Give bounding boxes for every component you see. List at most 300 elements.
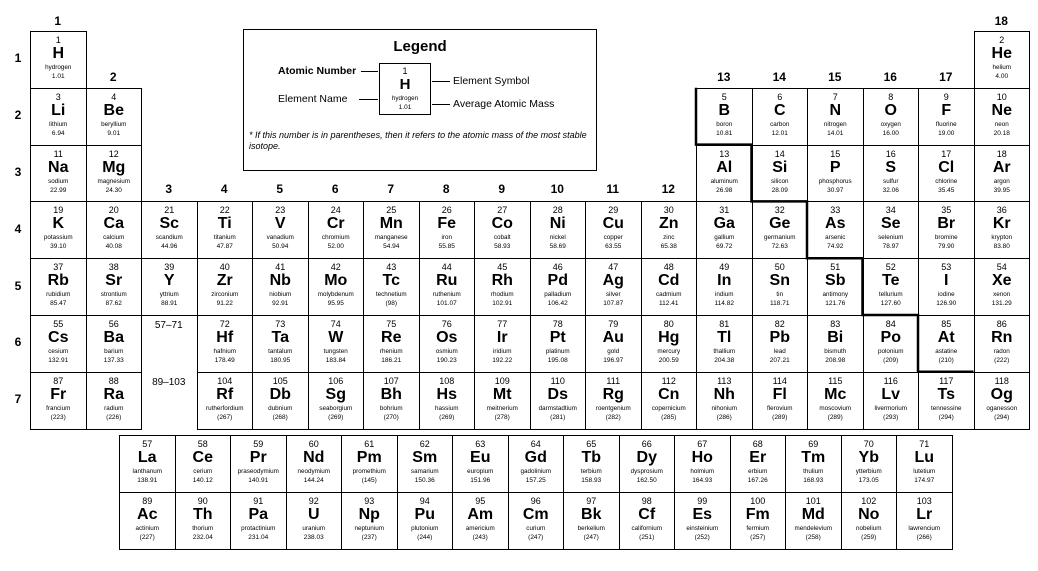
element-symbol: Ca [103, 215, 124, 233]
element-mass: 9.01 [107, 129, 121, 137]
element-number: 93 [364, 495, 375, 506]
element-cell-np [341, 492, 398, 550]
element-name: ytterbium [855, 468, 882, 475]
element-name: tin [776, 291, 784, 299]
element-number: 103 [916, 495, 932, 506]
element-mass: 173.05 [858, 477, 879, 484]
element-symbol: Nb [269, 272, 291, 290]
element-name: rubidium [46, 291, 71, 299]
element-mass: 137.33 [103, 357, 124, 364]
element-cell-pd [530, 258, 587, 316]
element-cell-mo [308, 258, 365, 316]
element-name: titanium [213, 234, 236, 242]
element-name: lead [773, 348, 786, 355]
element-cell-ne [974, 88, 1031, 146]
element-cell-k [30, 201, 87, 259]
legend-example-cell [379, 63, 431, 115]
element-symbol: Ne [991, 101, 1012, 119]
element-symbol: C [773, 101, 786, 119]
element-cell-mg [86, 145, 143, 203]
element-number: 30 [663, 205, 674, 216]
element-mass: (243) [472, 533, 488, 541]
element-mass: (258) [805, 533, 821, 541]
element-symbol: Np [358, 505, 380, 523]
element-number: 68 [752, 439, 763, 449]
element-symbol: Bi [827, 329, 844, 346]
element-number: 96 [530, 495, 541, 506]
element-cell-u [286, 492, 343, 550]
element-cell-ts [918, 372, 975, 430]
element-cell-th [175, 492, 232, 550]
element-symbol: No [858, 505, 880, 523]
element-mass: (289) [827, 413, 843, 421]
element-mass: 92.91 [272, 300, 289, 308]
element-name: tantalum [268, 348, 293, 355]
legend-element-symbol-label: Element Symbol [453, 75, 530, 87]
element-number: 111 [606, 375, 621, 386]
element-name: tellurium [878, 291, 903, 299]
element-cell-al [696, 145, 753, 203]
element-name: bohrium [379, 404, 403, 412]
element-cell-o [863, 88, 920, 146]
element-mass: 106.42 [547, 300, 568, 308]
element-cell-tc [363, 258, 420, 316]
element-name: arsenic [825, 234, 846, 242]
element-symbol: Ir [496, 329, 508, 346]
element-cell-hg [641, 315, 698, 373]
element-number: 75 [386, 319, 397, 329]
element-cell-ho [674, 435, 731, 493]
element-number: 55 [53, 319, 64, 329]
element-symbol: Sb [825, 272, 846, 290]
element-symbol: Es [692, 505, 713, 523]
element-mass: (259) [861, 533, 877, 541]
element-name: neodymium [297, 468, 331, 475]
element-name: holmium [690, 468, 715, 475]
element-cell-cr [308, 201, 365, 259]
element-mass: 83.80 [993, 243, 1010, 251]
element-mass: 167.26 [747, 477, 768, 484]
element-symbol: Nh [713, 385, 735, 403]
element-cell-au [585, 315, 642, 373]
element-mass: 26.98 [716, 186, 733, 194]
element-name: niobium [269, 291, 292, 299]
element-name: tennessine [931, 404, 962, 412]
element-symbol: Lr [916, 505, 933, 523]
element-mass: 232.04 [192, 533, 213, 541]
element-cell-la [119, 435, 176, 493]
element-cell-ac [119, 492, 176, 550]
element-name: technetium [375, 291, 407, 299]
element-mass: (226) [106, 413, 122, 421]
element-number: 7 [832, 91, 838, 102]
element-name: osmium [435, 348, 458, 355]
element-cell-dy [619, 435, 676, 493]
element-symbol: Pu [414, 505, 435, 523]
group-label-1: 1 [54, 14, 62, 28]
element-mass: (269) [328, 413, 344, 421]
element-name: carbon [770, 120, 790, 128]
element-number: 106 [328, 375, 344, 386]
element-cell-in [696, 258, 753, 316]
group-label-13: 13 [717, 70, 731, 84]
group-label-5: 5 [276, 182, 284, 196]
element-cell-i [918, 258, 975, 316]
element-cell-lr [896, 492, 953, 550]
element-number: 40 [219, 262, 230, 273]
element-number: 20 [108, 205, 119, 216]
element-symbol: Ba [103, 329, 124, 346]
element-cell-cm [508, 492, 565, 550]
element-name: chlorine [935, 177, 958, 185]
element-cell-ra [86, 372, 143, 430]
element-name: selenium [878, 234, 904, 242]
element-mass: (281) [550, 413, 566, 421]
element-number: 46 [552, 262, 563, 273]
element-cell-ta [252, 315, 309, 373]
element-symbol: Lu [914, 449, 935, 466]
element-mass: 58.69 [549, 243, 566, 251]
element-name: rhenium [379, 348, 403, 355]
element-name: copernicium [651, 404, 686, 412]
element-number: 83 [830, 319, 841, 329]
element-mass: 101.07 [436, 300, 457, 308]
element-number: 48 [663, 262, 674, 273]
element-mass: 196.97 [603, 357, 624, 364]
element-number: 90 [197, 495, 208, 506]
element-mass: (251) [639, 533, 655, 541]
element-name: yttrium [159, 291, 179, 299]
group-label-6: 6 [331, 182, 339, 196]
element-cell-lu [896, 435, 953, 493]
element-symbol: Ge [769, 215, 791, 233]
element-mass: (268) [272, 413, 288, 421]
element-mass: 180.95 [270, 357, 291, 364]
element-name: flerovium [766, 404, 793, 412]
element-name: hydrogen [45, 64, 72, 71]
element-cell-no [841, 492, 898, 550]
element-number: 101 [805, 495, 821, 506]
element-number: 117 [939, 375, 954, 386]
element-name: lawrencium [908, 524, 941, 532]
element-symbol: Pd [547, 272, 568, 290]
element-name: krypton [991, 234, 1013, 242]
element-symbol: Bk [581, 505, 602, 523]
element-mass: (267) [217, 413, 233, 421]
element-name: darmstadtium [538, 404, 577, 412]
legend-note: * If this number is in parentheses, then it refers to the atomic mass of the most stable isotope. [249, 130, 587, 151]
element-mass: 50.94 [272, 243, 289, 251]
element-name: nihonium [711, 404, 738, 412]
element-name: terbium [580, 468, 602, 475]
element-symbol: H [52, 45, 65, 62]
element-cell-fr [30, 372, 87, 430]
group-label-7: 7 [387, 182, 395, 196]
legend-example-mass: 1.01 [398, 104, 412, 111]
element-name: polonium [877, 348, 904, 355]
element-number: 47 [608, 262, 619, 273]
element-name: seaborgium [319, 404, 353, 412]
element-mass: (247) [528, 533, 544, 541]
legend-average-mass-label: Average Atomic Mass [453, 98, 555, 110]
element-number: 36 [996, 205, 1007, 216]
element-number: 56 [108, 319, 119, 329]
element-number: 33 [830, 205, 841, 216]
element-mass: 118.71 [770, 300, 790, 308]
element-mass: 107.87 [603, 300, 624, 308]
element-cell-mn [363, 201, 420, 259]
element-number: 51 [830, 262, 841, 273]
element-number: 45 [497, 262, 508, 273]
element-name: livermorium [874, 404, 908, 412]
element-mass: 32.06 [882, 186, 899, 194]
element-number: 19 [53, 205, 64, 216]
element-name: dubnium [268, 404, 293, 412]
element-name: americium [465, 524, 495, 532]
element-mass: 22.99 [50, 186, 67, 194]
element-cell-ir [474, 315, 531, 373]
element-name: cesium [48, 348, 69, 355]
element-mass: (247) [583, 533, 599, 541]
element-symbol: Cd [658, 272, 680, 290]
element-number: 41 [275, 262, 286, 273]
element-cell-ag [585, 258, 642, 316]
element-mass: 47.87 [216, 243, 233, 251]
element-number: 4 [111, 91, 117, 102]
element-cell-er [730, 435, 787, 493]
element-symbol: Na [48, 158, 69, 176]
element-symbol: Fm [745, 505, 770, 523]
element-symbol: Sn [769, 272, 790, 290]
element-cell-og [974, 372, 1031, 430]
legend-title: Legend [393, 38, 447, 55]
element-name: praseodymium [237, 468, 279, 475]
element-name: silicon [771, 177, 789, 185]
element-number: 53 [941, 262, 952, 273]
element-symbol: F [941, 101, 952, 119]
element-number: 73 [275, 319, 286, 329]
period-label-4: 4 [14, 221, 22, 236]
element-symbol: Mc [824, 385, 847, 403]
element-cell-ca [86, 201, 143, 259]
element-number: 5 [721, 91, 727, 102]
element-mass: 14.01 [827, 129, 844, 137]
element-symbol: Gd [524, 449, 547, 466]
element-name: thallium [713, 348, 736, 355]
element-cell-bi [807, 315, 864, 373]
element-symbol: Mg [102, 158, 126, 176]
element-mass: 16.00 [882, 129, 899, 137]
element-cell-ba [86, 315, 143, 373]
element-mass: (223) [50, 413, 66, 421]
element-name: molybdenum [317, 291, 354, 299]
element-symbol: Mt [492, 385, 512, 403]
element-number: 59 [253, 439, 264, 449]
legend-atomic-number-label: Atomic Number [278, 65, 357, 77]
group-label-10: 10 [550, 182, 564, 196]
element-name: iodine [937, 291, 955, 299]
element-symbol: Tb [581, 449, 602, 466]
element-mass: 91.22 [216, 300, 233, 308]
element-number: 29 [608, 205, 619, 216]
element-name: hafnium [213, 348, 236, 355]
element-cell-c [752, 88, 809, 146]
element-cell-nd [286, 435, 343, 493]
element-number: 116 [883, 375, 898, 386]
element-cell-tb [563, 435, 620, 493]
element-number: 95 [475, 495, 486, 506]
element-name: bismuth [824, 348, 847, 355]
element-number: 6 [777, 91, 783, 102]
element-name: silver [605, 291, 621, 299]
element-number: 57 [142, 439, 153, 449]
element-number: 32 [774, 205, 785, 216]
element-cell-es [674, 492, 731, 550]
element-mass: 144.24 [303, 477, 324, 484]
element-name: nobelium [855, 524, 882, 532]
element-symbol: Fr [50, 385, 67, 403]
element-name: manganese [374, 234, 408, 242]
element-symbol: Rf [216, 385, 234, 403]
element-symbol: Sr [105, 272, 123, 290]
element-symbol: Og [990, 385, 1013, 403]
element-name: dysprosium [630, 468, 663, 475]
element-symbol: Rh [491, 272, 513, 290]
element-name: mendelevium [794, 524, 832, 532]
element-cell-mc [807, 372, 864, 430]
element-number: 15 [830, 148, 841, 159]
element-symbol: Cf [638, 505, 656, 523]
element-symbol: Ga [713, 215, 735, 233]
element-number: 10 [996, 91, 1007, 102]
group-label-14: 14 [772, 70, 786, 84]
element-name: boron [716, 120, 733, 128]
element-symbol: Cm [522, 505, 549, 523]
element-symbol: Sg [325, 385, 346, 403]
element-symbol: Ni [549, 215, 566, 233]
element-cell-at [918, 315, 975, 373]
element-mass: 231.04 [248, 533, 269, 541]
element-cell-fm [730, 492, 787, 550]
element-mass: 1.01 [51, 73, 65, 80]
element-name: ruthenium [432, 291, 461, 299]
element-symbol: Nd [303, 449, 325, 466]
element-mass: (282) [605, 413, 621, 421]
element-name: indium [714, 291, 734, 299]
element-number: 80 [663, 319, 674, 329]
element-symbol: Hf [216, 329, 234, 346]
element-symbol: Db [269, 385, 291, 403]
element-cell-re [363, 315, 420, 373]
element-cell-cd [641, 258, 698, 316]
element-cell-he [974, 31, 1031, 89]
element-name: berkelium [577, 524, 605, 532]
element-mass: 69.72 [716, 243, 733, 251]
legend-example-number: 1 [402, 66, 408, 76]
group-label-9: 9 [498, 182, 506, 196]
element-number: 9 [943, 91, 949, 102]
element-mass: 39.10 [50, 243, 67, 251]
element-symbol: Yb [858, 449, 879, 466]
element-number: 2 [999, 35, 1005, 45]
group-label-12: 12 [661, 182, 675, 196]
element-mass: 65.38 [660, 243, 677, 251]
element-number: 23 [275, 205, 286, 216]
element-cell-sr [86, 258, 143, 316]
element-mass: (285) [661, 413, 677, 421]
element-symbol: S [885, 158, 897, 176]
element-symbol: Ce [192, 449, 213, 466]
element-symbol: Pb [769, 329, 790, 346]
element-number: 25 [386, 205, 397, 216]
element-number: 38 [108, 262, 119, 273]
element-mass: 72.63 [771, 243, 788, 251]
element-symbol: Lv [881, 385, 901, 403]
element-mass: (257) [750, 533, 766, 541]
element-symbol: Co [491, 215, 513, 233]
element-number: 31 [719, 205, 730, 216]
group-label-2: 2 [109, 70, 117, 84]
element-number: 84 [885, 319, 896, 329]
element-number: 105 [272, 375, 288, 386]
element-name: lithium [49, 120, 68, 128]
element-mass: (294) [994, 413, 1010, 421]
element-number: 87 [53, 375, 64, 386]
element-cell-cf [619, 492, 676, 550]
element-cell-rf [197, 372, 254, 430]
element-symbol: In [717, 272, 732, 290]
element-name: radium [104, 404, 124, 412]
element-symbol: Fe [437, 215, 457, 233]
element-number: 27 [497, 205, 508, 216]
element-cell-rb [30, 258, 87, 316]
element-name: germanium [764, 234, 796, 242]
element-cell-zn [641, 201, 698, 259]
element-name: samarium [410, 468, 439, 475]
element-number: 12 [108, 148, 119, 159]
element-symbol: Md [801, 505, 825, 523]
element-number: 89 [142, 495, 153, 506]
element-mass: (237) [361, 533, 377, 541]
element-number: 34 [885, 205, 896, 216]
element-mass: 127.60 [880, 300, 901, 308]
element-number: 43 [386, 262, 397, 273]
element-symbol: Se [880, 215, 901, 233]
element-number: 49 [719, 262, 730, 273]
element-mass: 28.09 [771, 186, 788, 194]
element-cell-pt [530, 315, 587, 373]
element-cell-ga [696, 201, 753, 259]
element-mass: 158.93 [581, 477, 602, 484]
period-label-1: 1 [14, 51, 22, 66]
element-cell-xe [974, 258, 1031, 316]
element-mass: 19.00 [938, 129, 955, 137]
element-cell-hf [197, 315, 254, 373]
element-mass: (286) [716, 413, 732, 421]
element-name: gold [607, 348, 620, 355]
element-mass: 121.76 [825, 300, 846, 308]
element-symbol: B [718, 101, 731, 119]
element-mass: 164.93 [692, 477, 713, 484]
element-mass: (252) [694, 533, 710, 541]
element-mass: 207.21 [769, 357, 790, 364]
element-symbol: Au [602, 329, 624, 346]
element-symbol: Fl [772, 385, 787, 403]
element-mass: (278) [494, 413, 510, 421]
element-mass: 168.93 [803, 477, 824, 484]
element-cell-sm [397, 435, 454, 493]
element-symbol: Zn [658, 215, 679, 233]
